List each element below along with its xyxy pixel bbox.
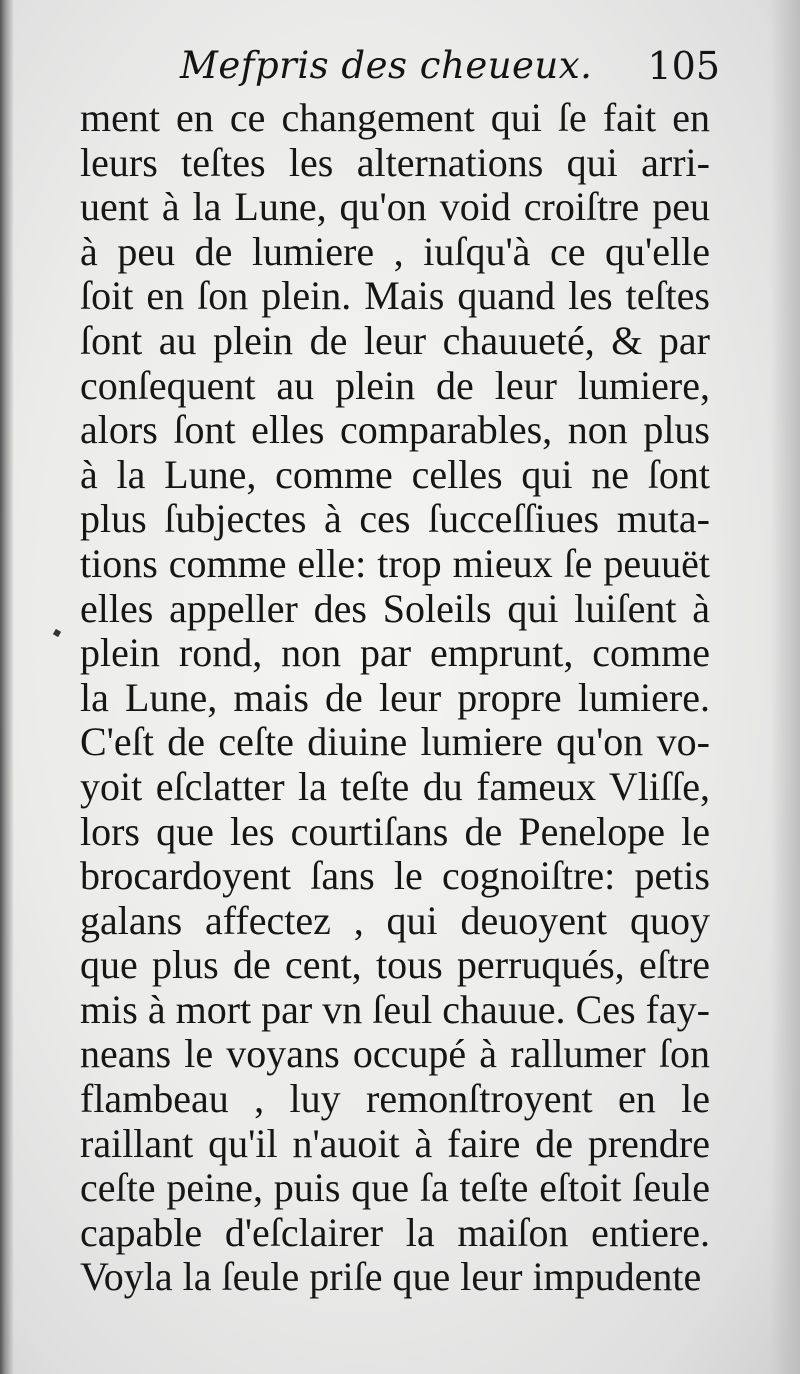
text-line: galans affectez , qui deuoyent quoy [80, 897, 710, 943]
text-line: uent à la Lune, qu'on void croiſtre peu [80, 184, 710, 230]
text-line: C'eſt de ceſte diuine lumiere qu'on vo- [80, 719, 710, 765]
text-line: raillant qu'il n'auoit à faire de prendre [80, 1120, 710, 1166]
running-head-title: Mefpris des cheueux. [180, 44, 593, 87]
text-line: conſequent au plein de leur lumiere, [80, 362, 710, 408]
text-line: alors ſont elles comparables, non plus [80, 407, 710, 453]
text-line: que plus de cent, tous perruqués, eſtre [80, 942, 710, 988]
text-line: neans le voyans occupé à rallumer ſon [80, 1031, 710, 1077]
ink-speck [53, 629, 61, 637]
text-line: à peu de lumiere , iuſqu'à ce qu'elle [80, 228, 710, 274]
text-line: ſoit en ſon plein. Mais quand les teſtes [80, 273, 710, 319]
text-line: tions comme elle: trop mieux ſe peuuët [80, 540, 710, 586]
text-line: ſont au plein de leur chauueté, & par [80, 317, 710, 363]
text-line: capable d'eſclairer la maiſon entiere. [80, 1209, 710, 1255]
text-line: la Lune, mais de leur propre lumiere. [80, 674, 710, 720]
text-line: yoit eſclatter la teſte du fameux Vliſſe, [80, 763, 710, 809]
text-line: Voyla la ſeule priſe que leur impudente [80, 1254, 702, 1300]
text-line: brocardoyent ſans le cognoiſtre: petis [80, 853, 710, 899]
text-line: elles appeller des Soleils qui luiſent à [80, 585, 710, 631]
body-text [80, 96, 710, 1300]
text-line: flambeau , luy remonſtroyent en le [80, 1076, 710, 1122]
text-line: ceſte peine, puis que ſa teſte eſtoit ſeule [80, 1165, 710, 1211]
text-line: leurs teſtes les alternations qui arri- [80, 139, 710, 185]
text-line: ment en ce changement qui ſe fait en [80, 95, 710, 140]
text-line: plein rond, non par emprunt, comme [80, 630, 710, 676]
text-line: lors que les courtiſans de Penelope le [80, 808, 710, 854]
text-line: plus ſubjectes à ces ſucceſſiues muta- [80, 496, 710, 542]
page-edge [770, 0, 800, 1374]
page-number: 105 [647, 44, 720, 88]
text-line: mis à mort par vn ſeul chauue. Ces fay- [80, 986, 710, 1032]
binding-shadow [0, 0, 14, 1374]
running-head [180, 38, 720, 98]
text-line: à la Lune, comme celles qui ne ſont [80, 451, 710, 497]
